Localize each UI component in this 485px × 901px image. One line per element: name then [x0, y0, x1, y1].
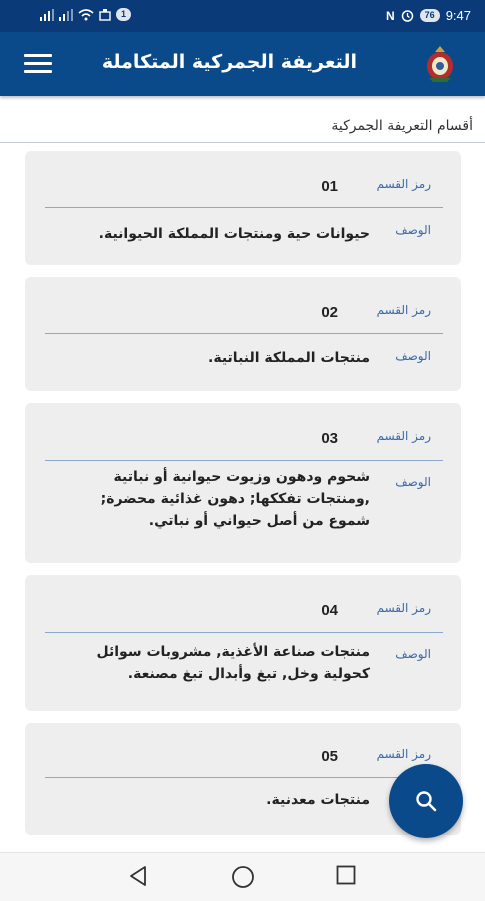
- wifi-icon: [78, 9, 94, 21]
- app-bar: [0, 32, 485, 96]
- search-icon: [415, 790, 437, 812]
- section-card[interactable]: [25, 575, 461, 711]
- description-label: الوصف: [395, 475, 431, 489]
- hamburger-icon[interactable]: [24, 54, 52, 76]
- card-divider: [45, 632, 443, 633]
- section-description: منتجات صناعة الأغذية, مشروبات سوائل كحولية وخل, تبغ وأبدال تبغ مصنعة.: [96, 644, 370, 682]
- section-description: حيوانات حية ومنتجات المملكة الحيوانية.: [98, 226, 370, 242]
- status-left: [40, 8, 131, 21]
- section-description: شحوم ودهون وزيوت حيوانية أو نباتية ,ومنتجات تفككها; دهون غذائية محضرة; شموع من أصل حيواني أو نباتي.: [100, 469, 370, 529]
- code-label: رمز القسم: [376, 177, 431, 191]
- system-nav-bar: [0, 852, 485, 901]
- code-label: رمز القسم: [376, 303, 431, 317]
- search-fab[interactable]: [389, 764, 463, 838]
- code-label: رمز القسم: [376, 747, 431, 761]
- code-label: رمز القسم: [376, 429, 431, 443]
- recents-icon[interactable]: [336, 865, 356, 885]
- section-description: منتجات المملكة النباتية.: [208, 350, 370, 366]
- alarm-icon: [401, 9, 414, 22]
- description-label: الوصف: [395, 223, 431, 237]
- signal-2-icon: [59, 9, 73, 21]
- section-code: 04: [321, 602, 338, 619]
- section-divider: [0, 142, 485, 143]
- sim-badge: 1: [116, 8, 131, 21]
- description-label: الوصف: [395, 349, 431, 363]
- description-label: الوصف: [395, 647, 431, 661]
- status-bar: [0, 0, 485, 32]
- clock: 9:47: [445, 8, 471, 23]
- section-card[interactable]: [25, 151, 461, 265]
- section-code: 02: [321, 304, 338, 321]
- section-code: 05: [321, 748, 338, 765]
- section-code: 03: [321, 430, 338, 447]
- status-right: [386, 8, 471, 23]
- section-card[interactable]: [25, 403, 461, 563]
- home-icon[interactable]: [231, 865, 255, 889]
- section-title: أقسام التعريفة الجمركية: [331, 118, 473, 134]
- code-label: رمز القسم: [376, 601, 431, 615]
- app-title: التعريفة الجمركية المتكاملة: [101, 51, 357, 73]
- card-divider: [45, 207, 443, 208]
- battery-level: 76: [420, 9, 440, 22]
- signal-icon: [40, 9, 54, 21]
- section-description: منتجات معدنية.: [266, 792, 370, 808]
- card-divider: [45, 333, 443, 334]
- usb-icon: [99, 9, 111, 21]
- card-divider: [45, 460, 443, 461]
- nfc-icon: N: [386, 8, 395, 23]
- coat-of-arms-icon: [423, 44, 457, 84]
- card-divider: [45, 777, 443, 778]
- section-code: 01: [321, 178, 338, 195]
- back-icon[interactable]: [128, 865, 148, 887]
- section-card[interactable]: [25, 277, 461, 391]
